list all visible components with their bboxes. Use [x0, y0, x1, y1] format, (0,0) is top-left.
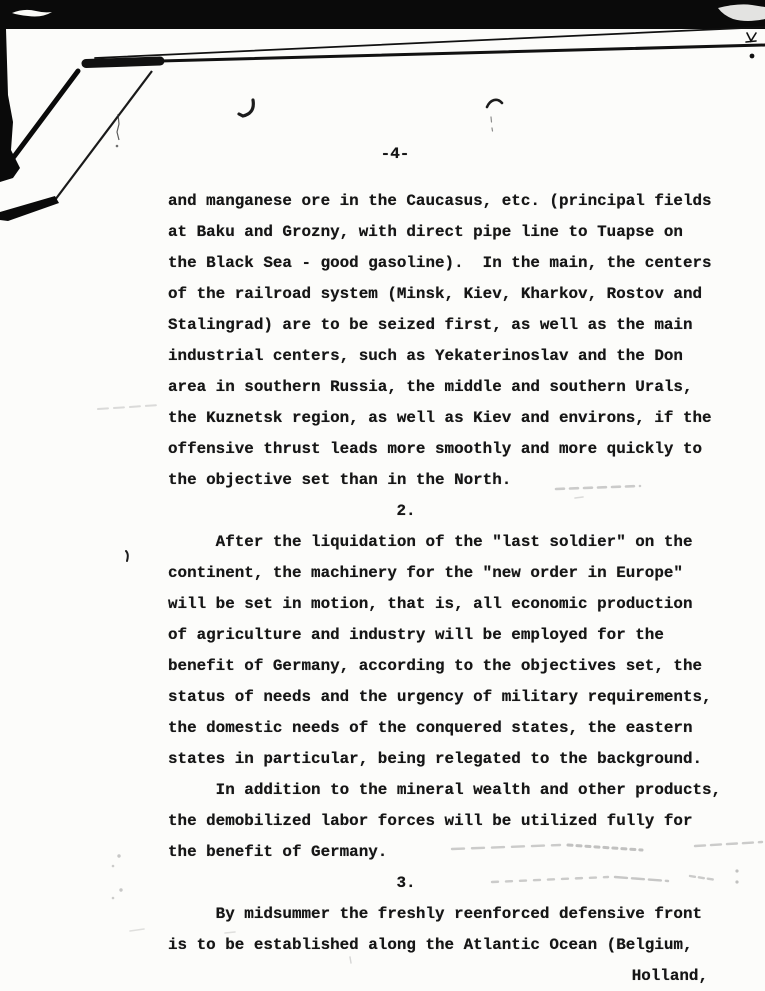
text-line: the Black Sea - good gasoline). In the main, the centers [168, 254, 712, 272]
text-line: In addition to the mineral wealth and other products, [168, 781, 722, 799]
page-number: -4- [380, 145, 410, 163]
section-number-3: 3. [396, 874, 416, 892]
text-line: is to be established along the Atlantic Ocean (Belgium, [168, 936, 693, 954]
text-line: at Baku and Grozny, with direct pipe line to Tuapse on [168, 223, 683, 241]
text-line: states in particular, being relegated to the background. [168, 750, 703, 768]
text-line: will be set in motion, that is, all economic production [168, 595, 693, 613]
text-line: After the liquidation of the "last soldier" on the [168, 533, 693, 551]
text-line: offensive thrust leads more smoothly and more quickly to [168, 440, 703, 458]
text-line: the Kuznetsk region, as well as Kiev and environs, if the [168, 409, 712, 427]
text-line-continuation: Holland, [631, 967, 708, 985]
scan-artifact-edge-lines [86, 27, 765, 64]
text-line: of agriculture and industry will be employed for the [168, 626, 664, 644]
text-line: the demobilized labor forces will be utilized fully for [168, 812, 693, 830]
scan-artifact-top-band [0, 0, 765, 29]
text-line: industrial centers, such as Yekaterinoslav and the Don [168, 347, 683, 365]
text-line: of the railroad system (Minsk, Kiev, Kharkov, Rostov and [168, 285, 703, 303]
text-line: and manganese ore in the Caucasus, etc. (principal fields [168, 192, 712, 210]
document-body [168, 186, 728, 991]
text-line: By midsummer the freshly reenforced defensive front [168, 905, 703, 923]
text-line: status of needs and the urgency of military requirements, [168, 688, 712, 706]
scan-artifact-folded-corner [0, 29, 152, 221]
section-number-2: 2. [396, 502, 416, 520]
text-line: the benefit of Germany. [168, 843, 388, 861]
text-line: continent, the machinery for the "new order in Europe" [168, 564, 683, 582]
text-line: Stalingrad) are to be seized first, as well as the main [168, 316, 693, 334]
text-line: benefit of Germany, according to the objectives set, the [168, 657, 703, 675]
text-line: the domestic needs of the conquered states, the eastern [168, 719, 693, 737]
text-line: the objective set than in the North. [168, 471, 512, 489]
text-line: area in southern Russia, the middle and southern Urals, [168, 378, 693, 396]
